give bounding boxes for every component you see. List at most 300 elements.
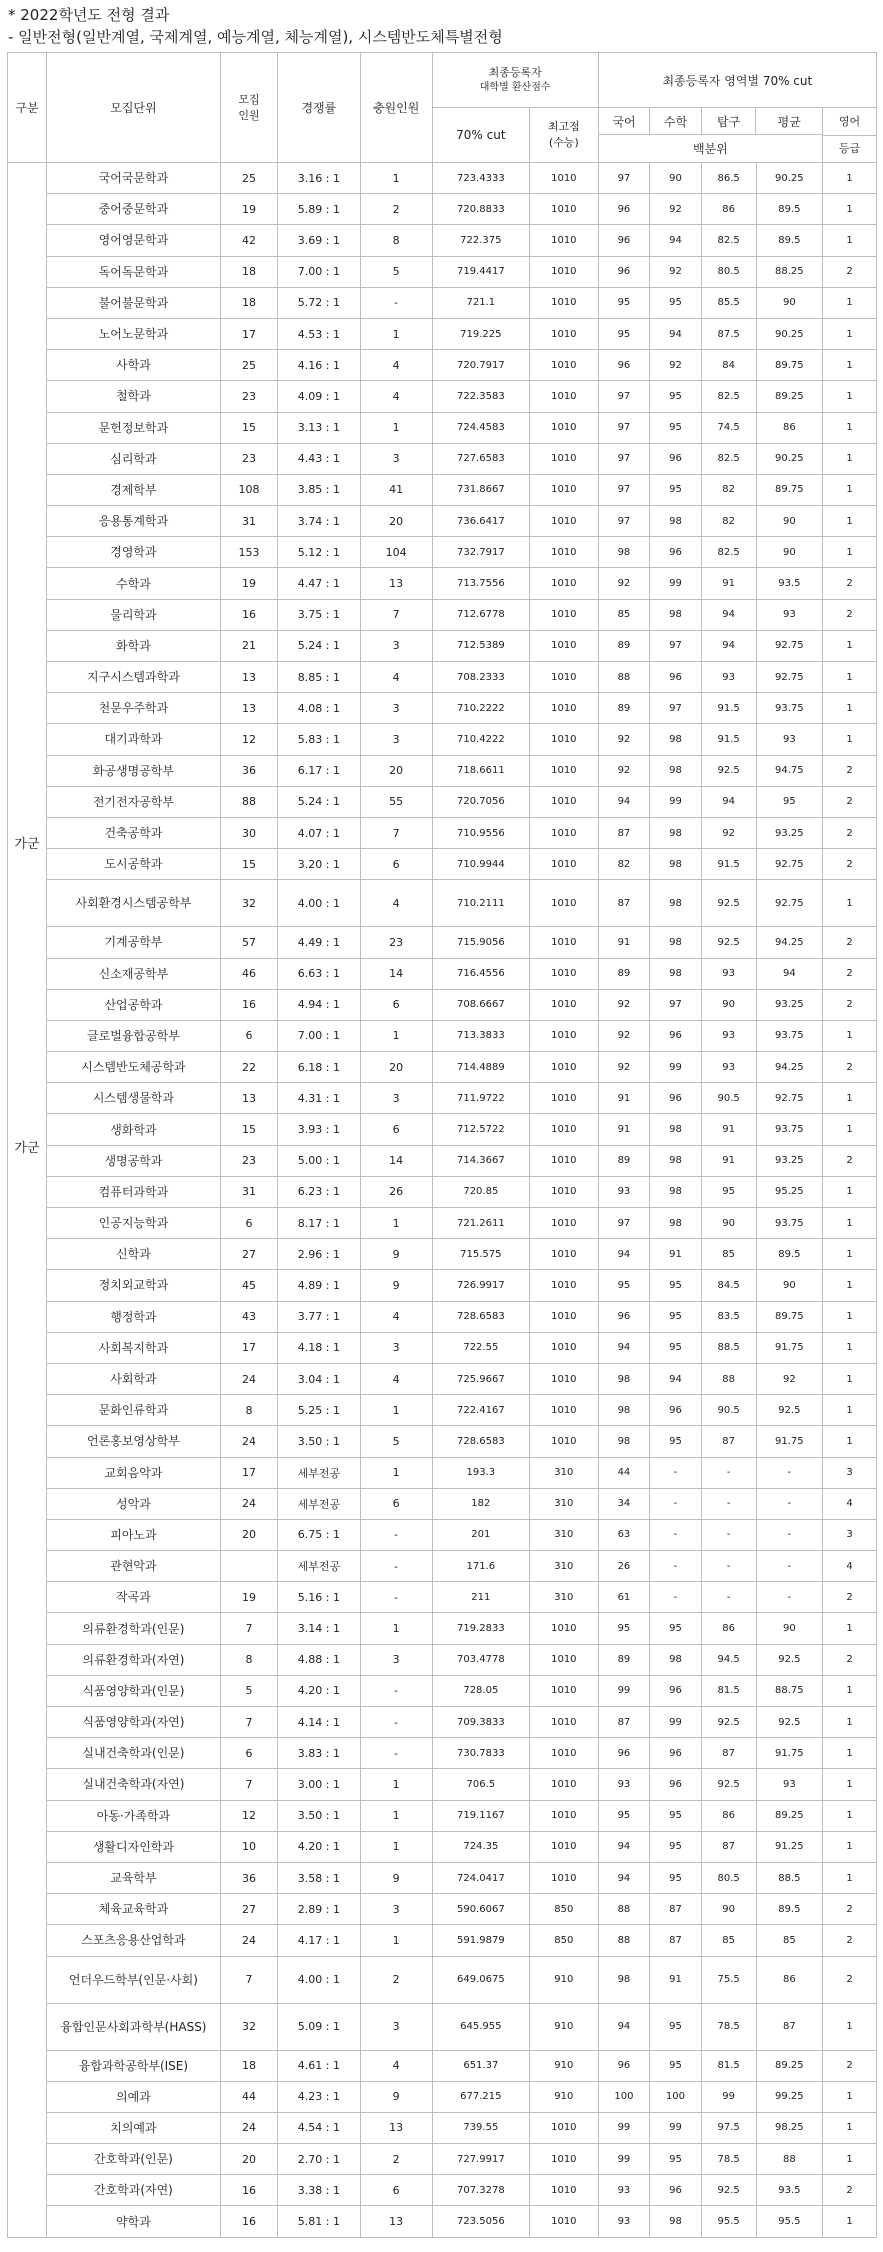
korean-cell: 93 — [598, 1176, 650, 1207]
table-row — [8, 2003, 877, 2050]
competition-cell: 4.54 : 1 — [278, 2112, 360, 2143]
recruit-cell: 15 — [220, 412, 277, 443]
cut70-cell: 649.0675 — [432, 1956, 529, 2003]
table-row — [8, 1239, 877, 1270]
math-cell: 95 — [650, 1800, 702, 1831]
dept-cell: 신학과 — [46, 1239, 220, 1270]
max-cell: 1010 — [529, 989, 598, 1020]
math-cell: 96 — [650, 662, 702, 693]
cut70-cell: 712.6778 — [432, 599, 529, 630]
header-unit: 모집단위 — [46, 53, 220, 163]
average-cell: 92.75 — [756, 849, 822, 880]
table-row — [8, 1426, 877, 1457]
cut70-cell: 724.0417 — [432, 1862, 529, 1893]
table-row — [8, 2112, 877, 2143]
table-row — [8, 927, 877, 958]
cut70-cell: 730.7833 — [432, 1738, 529, 1769]
dept-cell: 노어노문학과 — [46, 318, 220, 349]
competition-cell: 2.89 : 1 — [278, 1894, 360, 1925]
header-inquiry: 탐구 — [701, 108, 756, 135]
english-cell: 1 — [823, 1083, 877, 1114]
inquiry-cell: 92 — [701, 817, 756, 848]
extra-cell: 4 — [360, 662, 432, 693]
extra-cell: 26 — [360, 1176, 432, 1207]
table-row — [8, 1862, 877, 1893]
max-cell: 1010 — [529, 2112, 598, 2143]
competition-cell: 3.20 : 1 — [278, 849, 360, 880]
extra-cell: 41 — [360, 474, 432, 505]
inquiry-cell: 87 — [701, 1738, 756, 1769]
dept-cell: 화학과 — [46, 630, 220, 661]
inquiry-cell: 82 — [701, 474, 756, 505]
extra-cell: - — [360, 1582, 432, 1613]
cut70-cell: 713.3833 — [432, 1020, 529, 1051]
max-cell: 1010 — [529, 1020, 598, 1051]
korean-cell: 89 — [598, 958, 650, 989]
average-cell: - — [756, 1519, 822, 1550]
average-cell: 93.75 — [756, 693, 822, 724]
table-row — [8, 880, 877, 927]
extra-cell: 3 — [360, 1894, 432, 1925]
english-cell: 1 — [823, 2206, 877, 2237]
extra-cell: 5 — [360, 256, 432, 287]
average-cell: 93.75 — [756, 1020, 822, 1051]
competition-cell: 5.09 : 1 — [278, 2003, 360, 2050]
english-cell: 1 — [823, 1332, 877, 1363]
english-cell: 1 — [823, 1395, 877, 1426]
competition-cell: 3.16 : 1 — [278, 163, 360, 194]
cut70-cell: 709.3833 — [432, 1707, 529, 1738]
korean-cell: 26 — [598, 1551, 650, 1582]
competition-cell: 5.81 : 1 — [278, 2206, 360, 2237]
math-cell: 98 — [650, 958, 702, 989]
english-cell: 1 — [823, 2144, 877, 2175]
header-grade-label: 등급 — [838, 141, 861, 155]
average-cell: 90.25 — [756, 318, 822, 349]
dept-cell: 철학과 — [46, 381, 220, 412]
inquiry-cell: 90.5 — [701, 1395, 756, 1426]
extra-cell: 7 — [360, 817, 432, 848]
average-cell: 92.5 — [756, 1707, 822, 1738]
cut70-cell: 714.4889 — [432, 1052, 529, 1083]
competition-cell: 3.50 : 1 — [278, 1800, 360, 1831]
page-title: * 2022학년도 전형 결과 — [8, 6, 170, 24]
korean-cell: 89 — [598, 693, 650, 724]
competition-cell: 4.20 : 1 — [278, 1675, 360, 1706]
inquiry-cell: 82.5 — [701, 381, 756, 412]
korean-cell: 96 — [598, 194, 650, 225]
korean-cell: 85 — [598, 599, 650, 630]
korean-cell: 89 — [598, 630, 650, 661]
dept-cell: 도시공학과 — [46, 849, 220, 880]
math-cell: 92 — [650, 194, 702, 225]
average-cell: 86 — [756, 1956, 822, 2003]
inquiry-cell: 86 — [701, 1613, 756, 1644]
extra-cell: 3 — [360, 443, 432, 474]
table-row — [8, 443, 877, 474]
extra-cell: 20 — [360, 755, 432, 786]
average-cell: 88.25 — [756, 256, 822, 287]
max-cell: 1010 — [529, 1800, 598, 1831]
cut70-cell: 651.37 — [432, 2050, 529, 2081]
dept-cell: 식품영양학과(자연) — [46, 1707, 220, 1738]
cut70-cell: 201 — [432, 1519, 529, 1550]
dept-cell: 융합인문사회과학부(HASS) — [46, 2003, 220, 2050]
recruit-cell: 18 — [220, 287, 277, 318]
competition-cell: 3.85 : 1 — [278, 474, 360, 505]
english-cell: 1 — [823, 1270, 877, 1301]
extra-cell: - — [360, 1738, 432, 1769]
korean-cell: 88 — [598, 662, 650, 693]
recruit-cell: 23 — [220, 1145, 277, 1176]
math-cell: 97 — [650, 989, 702, 1020]
average-cell: 99.25 — [756, 2081, 822, 2112]
inquiry-cell: 87 — [701, 1831, 756, 1862]
competition-cell: 세부전공 — [278, 1551, 360, 1582]
max-cell: 1010 — [529, 2175, 598, 2206]
math-cell: 95 — [650, 2050, 702, 2081]
inquiry-cell: 91 — [701, 1145, 756, 1176]
max-cell: 1010 — [529, 1769, 598, 1800]
extra-cell: 1 — [360, 318, 432, 349]
extra-cell: 3 — [360, 2003, 432, 2050]
inquiry-cell: - — [701, 1457, 756, 1488]
english-cell: 1 — [823, 318, 877, 349]
dept-cell: 교회음악과 — [46, 1457, 220, 1488]
cut70-cell: 708.2333 — [432, 662, 529, 693]
math-cell: 99 — [650, 1707, 702, 1738]
max-cell: 1010 — [529, 163, 598, 194]
math-cell: 96 — [650, 1769, 702, 1800]
table-row — [8, 1083, 877, 1114]
recruit-cell: 16 — [220, 2206, 277, 2237]
inquiry-cell: 84.5 — [701, 1270, 756, 1301]
competition-cell: 6.17 : 1 — [278, 755, 360, 786]
inquiry-cell: 91.5 — [701, 724, 756, 755]
dept-cell: 천문우주학과 — [46, 693, 220, 724]
recruit-cell: 10 — [220, 1831, 277, 1862]
cut70-cell: 731.8667 — [432, 474, 529, 505]
korean-cell: 94 — [598, 1862, 650, 1893]
math-cell: 99 — [650, 1052, 702, 1083]
math-cell: 95 — [650, 2003, 702, 2050]
extra-cell: 14 — [360, 958, 432, 989]
recruit-cell: 16 — [220, 599, 277, 630]
table-row — [8, 1925, 877, 1956]
max-cell: 1010 — [529, 1270, 598, 1301]
korean-cell: 92 — [598, 1020, 650, 1051]
cut70-cell: 591.9879 — [432, 1925, 529, 1956]
extra-cell: 4 — [360, 2050, 432, 2081]
inquiry-cell: 92.5 — [701, 1769, 756, 1800]
math-cell: 96 — [650, 1020, 702, 1051]
extra-cell: 3 — [360, 724, 432, 755]
average-cell: 89.5 — [756, 1239, 822, 1270]
english-cell: 1 — [823, 163, 877, 194]
math-cell: 95 — [650, 2144, 702, 2175]
math-cell: 95 — [650, 1332, 702, 1363]
average-cell: 88.75 — [756, 1675, 822, 1706]
max-cell: 1010 — [529, 412, 598, 443]
korean-cell: 95 — [598, 318, 650, 349]
competition-cell: 4.00 : 1 — [278, 880, 360, 927]
cut70-cell: 726.9917 — [432, 1270, 529, 1301]
english-cell: 1 — [823, 724, 877, 755]
korean-cell: 91 — [598, 927, 650, 958]
extra-cell: 1 — [360, 1613, 432, 1644]
inquiry-cell: 91 — [701, 568, 756, 599]
dept-cell: 정치외교학과 — [46, 1270, 220, 1301]
max-cell: 310 — [529, 1582, 598, 1613]
table-row — [8, 568, 877, 599]
table-row — [8, 1551, 877, 1582]
recruit-cell: 43 — [220, 1301, 277, 1332]
recruit-cell: 13 — [220, 1083, 277, 1114]
average-cell: 85 — [756, 1925, 822, 1956]
korean-cell: 98 — [598, 1426, 650, 1457]
table-row — [8, 1488, 877, 1519]
english-cell: 2 — [823, 1052, 877, 1083]
competition-cell: 4.23 : 1 — [278, 2081, 360, 2112]
recruit-cell: 42 — [220, 225, 277, 256]
table-row — [8, 2144, 877, 2175]
dept-cell: 의예과 — [46, 2081, 220, 2112]
cut70-cell: 715.575 — [432, 1239, 529, 1270]
cut70-cell: 728.6583 — [432, 1426, 529, 1457]
dept-cell: 작곡과 — [46, 1582, 220, 1613]
competition-cell: 5.24 : 1 — [278, 630, 360, 661]
extra-cell: 9 — [360, 1270, 432, 1301]
cut70-cell: 732.7917 — [432, 537, 529, 568]
average-cell: 91.75 — [756, 1426, 822, 1457]
cut70-cell: 712.5389 — [432, 630, 529, 661]
recruit-cell: 15 — [220, 849, 277, 880]
table-row — [8, 849, 877, 880]
math-cell: 87 — [650, 1894, 702, 1925]
extra-cell: - — [360, 1675, 432, 1706]
korean-cell: 44 — [598, 1457, 650, 1488]
korean-cell: 96 — [598, 1738, 650, 1769]
recruit-cell: 32 — [220, 2003, 277, 2050]
english-cell: 1 — [823, 2003, 877, 2050]
korean-cell: 87 — [598, 880, 650, 927]
max-cell: 1010 — [529, 1239, 598, 1270]
extra-cell: 6 — [360, 849, 432, 880]
table-row — [8, 1020, 877, 1051]
cut70-cell: 715.9056 — [432, 927, 529, 958]
dept-cell: 독어독문학과 — [46, 256, 220, 287]
math-cell: 94 — [650, 225, 702, 256]
english-cell: 1 — [823, 2081, 877, 2112]
competition-cell: 4.08 : 1 — [278, 693, 360, 724]
recruit-cell: 36 — [220, 1862, 277, 1893]
english-cell: 1 — [823, 1363, 877, 1394]
extra-cell: 4 — [360, 350, 432, 381]
table-row — [8, 2081, 877, 2112]
english-cell: 1 — [823, 443, 877, 474]
extra-cell: 14 — [360, 1145, 432, 1176]
table-row — [8, 755, 877, 786]
max-cell: 1010 — [529, 662, 598, 693]
cut70-cell: 724.35 — [432, 1831, 529, 1862]
korean-cell: 97 — [598, 381, 650, 412]
korean-cell: 97 — [598, 412, 650, 443]
recruit-cell: 18 — [220, 256, 277, 287]
average-cell: 87 — [756, 2003, 822, 2050]
inquiry-cell: 81.5 — [701, 1675, 756, 1706]
math-cell: 98 — [650, 1644, 702, 1675]
recruit-cell: 30 — [220, 817, 277, 848]
table-row — [8, 350, 877, 381]
inquiry-cell: 92.5 — [701, 880, 756, 927]
competition-cell: 6.18 : 1 — [278, 1052, 360, 1083]
competition-cell: 8.17 : 1 — [278, 1208, 360, 1239]
english-cell: 2 — [823, 256, 877, 287]
dept-cell: 사회환경시스템공학부 — [46, 880, 220, 927]
table-row — [8, 1675, 877, 1706]
recruit-cell: 20 — [220, 1519, 277, 1550]
average-cell: 89.25 — [756, 2050, 822, 2081]
korean-cell: 94 — [598, 1239, 650, 1270]
inquiry-cell: 84 — [701, 350, 756, 381]
competition-cell: 7.00 : 1 — [278, 256, 360, 287]
cut70-cell: 171.6 — [432, 1551, 529, 1582]
recruit-cell: 24 — [220, 1426, 277, 1457]
english-cell: 1 — [823, 1426, 877, 1457]
inquiry-cell: - — [701, 1582, 756, 1613]
korean-cell: 87 — [598, 1707, 650, 1738]
max-cell: 1010 — [529, 1426, 598, 1457]
inquiry-cell: 92.5 — [701, 927, 756, 958]
english-cell: 1 — [823, 1020, 877, 1051]
cut70-cell: 736.6417 — [432, 506, 529, 537]
average-cell: - — [756, 1457, 822, 1488]
english-cell: 2 — [823, 2050, 877, 2081]
header-math: 수학 — [650, 108, 701, 135]
dept-cell: 경영학과 — [46, 537, 220, 568]
competition-cell: 8.85 : 1 — [278, 662, 360, 693]
max-cell: 1010 — [529, 1644, 598, 1675]
korean-cell: 100 — [598, 2081, 650, 2112]
math-cell: 92 — [650, 256, 702, 287]
korean-cell: 96 — [598, 225, 650, 256]
inquiry-cell: 97.5 — [701, 2112, 756, 2143]
competition-cell: 5.24 : 1 — [278, 786, 360, 817]
competition-cell: 4.14 : 1 — [278, 1707, 360, 1738]
inquiry-cell: 93 — [701, 662, 756, 693]
competition-cell: 4.89 : 1 — [278, 1270, 360, 1301]
recruit-cell: 5 — [220, 1675, 277, 1706]
korean-cell: 34 — [598, 1488, 650, 1519]
dept-cell: 심리학과 — [46, 443, 220, 474]
max-cell: 910 — [529, 2050, 598, 2081]
table-row — [8, 1582, 877, 1613]
max-cell: 1010 — [529, 786, 598, 817]
cut70-cell: 708.6667 — [432, 989, 529, 1020]
table-row — [8, 412, 877, 443]
korean-cell: 93 — [598, 1769, 650, 1800]
extra-cell: 13 — [360, 568, 432, 599]
extra-cell: 6 — [360, 989, 432, 1020]
math-cell: 98 — [650, 599, 702, 630]
english-cell: 1 — [823, 1239, 877, 1270]
cut70-cell: 677.215 — [432, 2081, 529, 2112]
inquiry-cell: 90 — [701, 1894, 756, 1925]
math-cell: 90 — [650, 163, 702, 194]
korean-cell: 82 — [598, 849, 650, 880]
max-cell: 1010 — [529, 1675, 598, 1706]
average-cell: 94 — [756, 958, 822, 989]
inquiry-cell: 91 — [701, 1114, 756, 1145]
max-cell: 1010 — [529, 1613, 598, 1644]
english-cell: 1 — [823, 225, 877, 256]
competition-cell: 4.18 : 1 — [278, 1332, 360, 1363]
english-cell: 2 — [823, 755, 877, 786]
extra-cell: 9 — [360, 2081, 432, 2112]
dept-cell: 중어중문학과 — [46, 194, 220, 225]
dept-cell: 아동·가족학과 — [46, 1800, 220, 1831]
header-korean: 국어 — [599, 108, 650, 135]
cut70-cell: 714.3667 — [432, 1145, 529, 1176]
cut70-cell: 710.2111 — [432, 880, 529, 927]
table-row — [8, 1145, 877, 1176]
average-cell: 92.5 — [756, 1644, 822, 1675]
competition-cell: 5.89 : 1 — [278, 194, 360, 225]
korean-cell: 99 — [598, 2112, 650, 2143]
dept-cell: 지구시스템과학과 — [46, 662, 220, 693]
average-cell: - — [756, 1551, 822, 1582]
cut70-cell: 193.3 — [432, 1457, 529, 1488]
extra-cell: 8 — [360, 225, 432, 256]
competition-cell: 5.83 : 1 — [278, 724, 360, 755]
recruit-cell: 22 — [220, 1052, 277, 1083]
table-row — [8, 2175, 877, 2206]
competition-cell: 4.20 : 1 — [278, 1831, 360, 1862]
average-cell: 89.75 — [756, 1301, 822, 1332]
korean-cell: 91 — [598, 1114, 650, 1145]
korean-cell: 96 — [598, 2050, 650, 2081]
recruit-cell: 15 — [220, 1114, 277, 1145]
recruit-cell: 19 — [220, 1582, 277, 1613]
inquiry-cell: 88 — [701, 1363, 756, 1394]
english-cell: 2 — [823, 849, 877, 880]
extra-cell: 1 — [360, 1769, 432, 1800]
cut70-cell: 211 — [432, 1582, 529, 1613]
recruit-cell: 27 — [220, 1894, 277, 1925]
korean-cell: 87 — [598, 817, 650, 848]
average-cell: 90.25 — [756, 443, 822, 474]
english-cell: 2 — [823, 817, 877, 848]
cut70-cell: 728.6583 — [432, 1301, 529, 1332]
max-cell: 1010 — [529, 1707, 598, 1738]
inquiry-cell: 99 — [701, 2081, 756, 2112]
math-cell: 97 — [650, 630, 702, 661]
average-cell: 92 — [756, 1363, 822, 1394]
average-cell: 93.25 — [756, 1145, 822, 1176]
recruit-cell: 32 — [220, 880, 277, 927]
math-cell: 97 — [650, 693, 702, 724]
english-cell: 4 — [823, 1551, 877, 1582]
competition-cell: 5.72 : 1 — [278, 287, 360, 318]
extra-cell: 4 — [360, 381, 432, 412]
dept-cell: 성악과 — [46, 1488, 220, 1519]
header-final-score-line2: 대학별 환산점수 — [479, 82, 551, 93]
extra-cell: 13 — [360, 2206, 432, 2237]
cut70-cell: 720.7917 — [432, 350, 529, 381]
math-cell: 98 — [650, 880, 702, 927]
extra-cell: 1 — [360, 1925, 432, 1956]
average-cell: 93 — [756, 599, 822, 630]
